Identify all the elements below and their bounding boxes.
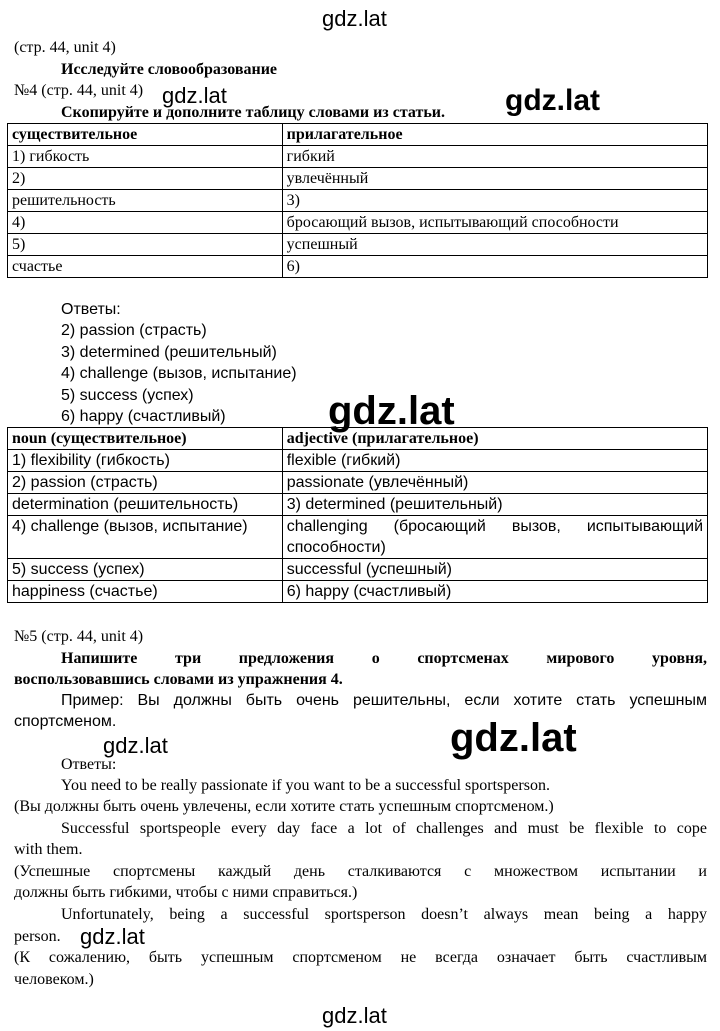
answer-sentence-ru: должны быть гибкими, чтобы с ними справиться.) xyxy=(14,884,358,901)
table-cell: решительность xyxy=(8,190,283,212)
exercise-instruction: воспользовавшись словами из упражнения 4. xyxy=(14,671,343,688)
table-row xyxy=(8,516,708,559)
answer-sentence-en: with them. xyxy=(14,841,83,858)
example-text: спортсменом. xyxy=(14,713,117,730)
exercise-instruction: Скопируйте и дополните таблицу словами из статьи. xyxy=(61,104,445,121)
table-cell: 4) xyxy=(8,212,283,234)
table-header-cell: существительное xyxy=(8,124,283,146)
table-cell: 6) happy (счастливый) xyxy=(282,581,707,603)
answer-sentence-ru: (Успешные спортсмены каждый день сталкиваются с множеством испытании и xyxy=(14,863,707,880)
table-cell: 2) xyxy=(8,168,283,190)
answer-item: 5) success (успех) xyxy=(61,387,194,404)
table-cell: happiness (счастье) xyxy=(8,581,283,603)
table-header-cell: прилагательное xyxy=(282,124,707,146)
table-cell: 4) challenge (вызов, испытание) xyxy=(8,516,283,559)
watermark: gdz.lat xyxy=(322,1003,387,1028)
watermark: gdz.lat xyxy=(162,83,227,108)
table-row xyxy=(8,494,708,516)
table-header-row xyxy=(8,124,708,146)
table-cell: flexible (гибкий) xyxy=(282,450,707,472)
table-row xyxy=(8,168,708,190)
answer-sentence-ru: человеком.) xyxy=(14,971,94,988)
answers-label: Ответы: xyxy=(61,756,117,773)
word-formation-table xyxy=(7,123,708,278)
answer-sentence-en: You need to be really passionate if you want to be a successful sportsperson. xyxy=(61,777,550,794)
table-header-cell: noun (существительное) xyxy=(8,428,283,450)
table-cell: 1) гибкость xyxy=(8,146,283,168)
example-text: Пример: Вы должны быть очень решительны, если хотите стать успешным xyxy=(61,692,707,709)
exercise-instruction: Напишите три предложения о спортсменах мирового уровня, xyxy=(61,650,707,667)
table-cell: 1) flexibility (гибкость) xyxy=(8,450,283,472)
exercise-ref: №5 (стр. 44, unit 4) xyxy=(14,628,144,645)
watermark: gdz.lat xyxy=(450,716,577,760)
exercise-ref: №4 (стр. 44, unit 4) xyxy=(14,82,144,99)
page-ref: (стр. 44, unit 4) xyxy=(14,39,116,56)
watermark: gdz.lat xyxy=(80,924,145,949)
table-row xyxy=(8,472,708,494)
table-cell: бросающий вызов, испытывающий способности xyxy=(282,212,707,234)
answer-sentence-en: person. xyxy=(14,928,61,945)
answer-item: 3) determined (решительный) xyxy=(61,344,277,361)
table-row xyxy=(8,559,708,581)
answer-sentence-en: Successful sportspeople every day face a lot of challenges and must be flexible to cope xyxy=(61,820,707,837)
table-cell: passionate (увлечённый) xyxy=(282,472,707,494)
table-cell: 2) passion (страсть) xyxy=(8,472,283,494)
watermark: gdz.lat xyxy=(103,733,168,758)
table-cell: увлечённый xyxy=(282,168,707,190)
answer-sentence-en: Unfortunately, being a successful sportsperson doesn’t always mean being a happy xyxy=(61,906,707,923)
table-cell: 5) success (успех) xyxy=(8,559,283,581)
table-row xyxy=(8,256,708,278)
table-cell: successful (успешный) xyxy=(282,559,707,581)
watermark: gdz.lat xyxy=(328,389,455,433)
watermark: gdz.lat xyxy=(505,84,600,117)
answer-sentence-ru: (Вы должны быть очень увлечены, если хотите стать успешным спортсменом.) xyxy=(14,798,554,815)
answer-item: 4) challenge (вызов, испытание) xyxy=(61,365,297,382)
table-row xyxy=(8,450,708,472)
table-row xyxy=(8,212,708,234)
table-cell: счастье xyxy=(8,256,283,278)
table-row xyxy=(8,234,708,256)
answer-table xyxy=(7,427,708,603)
table-row xyxy=(8,190,708,212)
table-row xyxy=(8,581,708,603)
table-cell: 5) xyxy=(8,234,283,256)
section-heading: Исследуйте словообразование xyxy=(61,61,278,78)
table-cell: determination (решительность) xyxy=(8,494,283,516)
answers-label: Ответы: xyxy=(61,301,121,318)
answer-sentence-ru: (К сожалению, быть успешным спортсменом не всегда означает быть счастливым xyxy=(14,949,707,966)
table-cell: 3) determined (решительный) xyxy=(282,494,707,516)
table-cell: challenging (бросающий вызов, испытывающий способности) xyxy=(282,516,707,559)
table-cell: успешный xyxy=(282,234,707,256)
answer-item: 2) passion (страсть) xyxy=(61,322,207,339)
table-cell: 6) xyxy=(282,256,707,278)
answer-item: 6) happy (счастливый) xyxy=(61,408,226,425)
table-cell: гибкий xyxy=(282,146,707,168)
table-cell: 3) xyxy=(282,190,707,212)
watermark: gdz.lat xyxy=(322,6,387,31)
table-row xyxy=(8,146,708,168)
table-header-cell: adjective (прилагательное) xyxy=(282,428,707,450)
